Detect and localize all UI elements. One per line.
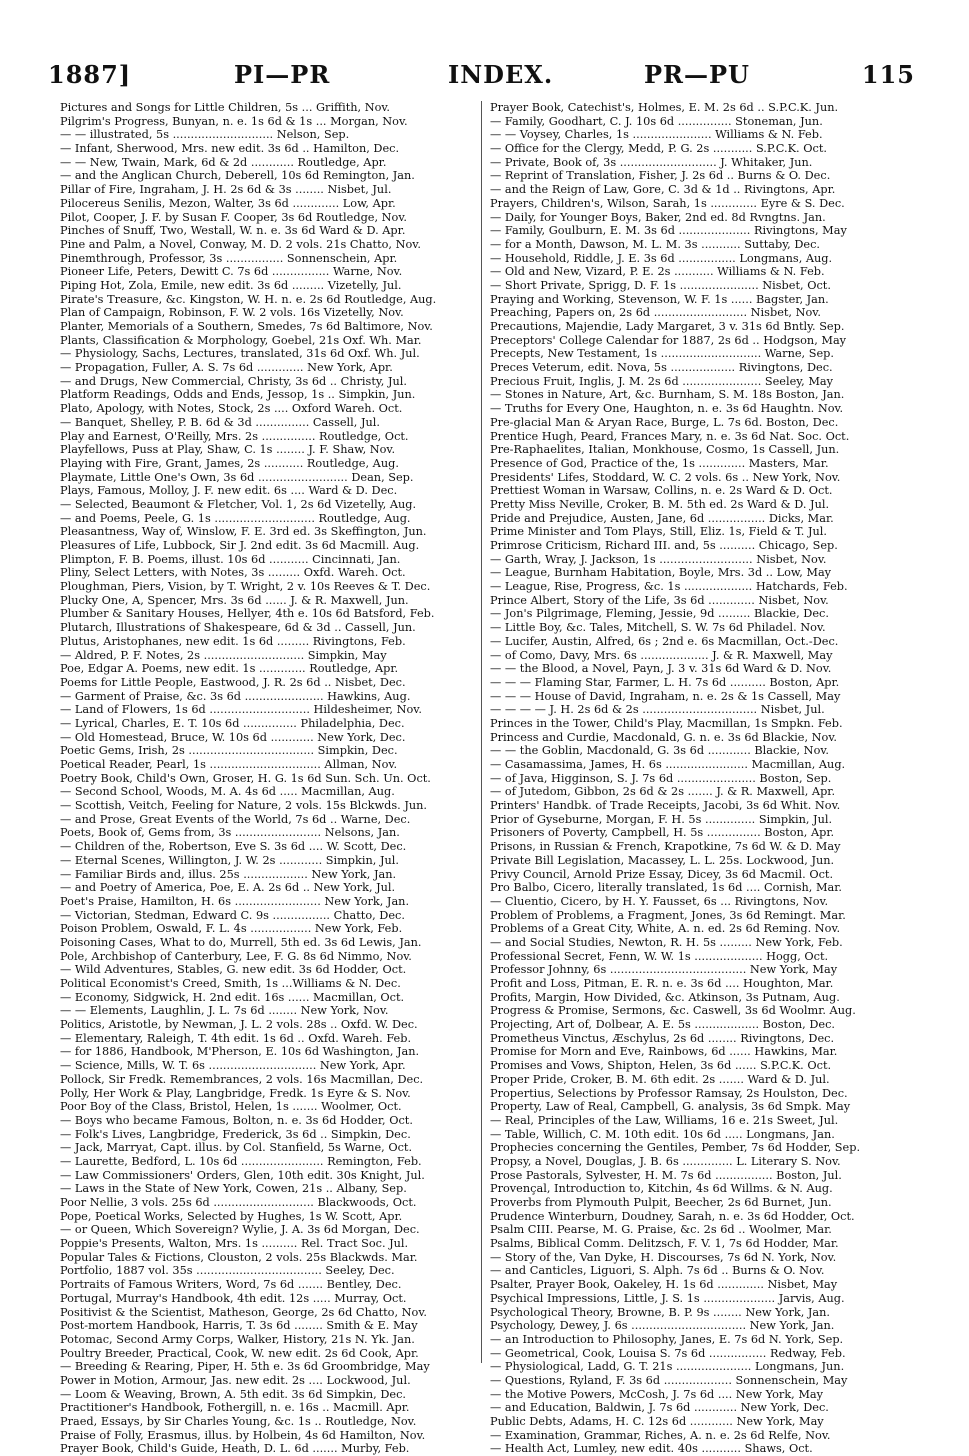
- index-entry: Praying and Working, Stevenson, W. F. 1s ...... Bagster, Jan.: [490, 292, 829, 306]
- index-entry: Pre-glacial Man & Aryan Race, Burge, L. 7s 6d. Boston, Dec.: [490, 415, 839, 429]
- page-number: 115: [861, 60, 915, 89]
- index-entry: Plants, Classification & Morphology, Goebel, 21s Oxf. Wh. Mar.: [60, 333, 422, 347]
- index-entry: Plutus, Aristophanes, new edit. 1s 6d ......... Rivingtons, Feb.: [60, 634, 406, 648]
- index-entry: Pilot, Cooper, J. F. by Susan F. Cooper, 3s 6d Routledge, Nov.: [60, 210, 407, 224]
- index-entry: Poppie's Presents, Walton, Mrs. 1s .......... Rel. Tract Soc. Jul.: [60, 1237, 409, 1251]
- index-entry: Pretty Miss Neville, Croker, B. M. 5th ed. 2s Ward & D. Jul.: [490, 497, 830, 511]
- index-entry: Proper Pride, Croker, B. M. 6th edit. 2s ....... Ward & D. Jul.: [490, 1072, 830, 1086]
- index-entry: Playing with Fire, Grant, James, 2s ........... Routledge, Aug.: [60, 456, 399, 470]
- index-entry: — of Jutedom, Gibbon, 2s 6d & 2s ....... J. & R. Maxwell, Apr.: [490, 785, 836, 799]
- index-entry: — Aldred, P. F. Notes, 2s ............................ Simpkin, May: [60, 648, 387, 662]
- index-entry: Poetry Book, Child's Own, Groser, H. G. 1s 6d Sun. Sch. Un. Oct.: [60, 771, 431, 785]
- index-entry: — and the Anglican Church, Deberell, 10s 6d Remington, Jan.: [60, 169, 415, 183]
- index-entry: Poisoning Cases, What to do, Murrell, 5th ed. 3s 6d Lewis, Jan.: [60, 935, 422, 949]
- index-entry: Profit and Loss, Pitman, E. R. n. e. 3s 6d .... Houghton, Mar.: [490, 977, 834, 990]
- index-entry: — Office for the Clergy, Medd, P. G. 2s ........... S.P.C.K. Oct.: [490, 142, 827, 156]
- index-entry: Psalms, Biblical Comm. Delitzsch, F. V. 1, 7s 6d Hodder, Mar.: [490, 1237, 839, 1251]
- index-entry: Pirate's Treasure, &c. Kingston, W. H. n. e. 2s 6d Routledge, Aug.: [60, 292, 437, 306]
- index-entry: — Casamassima, James, H. 6s ....................... Macmillan, Aug.: [490, 758, 846, 771]
- index-entry: — Breeding & Rearing, Piper, H. 5th e. 3s 6d Groombridge, May: [60, 1360, 430, 1374]
- index-entry: Pro Balbo, Cicero, literally translated, 1s 6d .... Cornish, Mar.: [490, 881, 843, 895]
- index-entry: — an Introduction to Philosophy, Janes, E. 7s 6d N. York, Sep.: [490, 1332, 844, 1346]
- page-header: [48, 60, 915, 94]
- index-entry: Professional Secret, Fenn, W. W. 1s ................... Hogg, Oct.: [490, 949, 829, 963]
- index-entry: Political Economist's Creed, Smith, 1s ...Williams & N. Dec.: [60, 977, 401, 990]
- index-entry: Positivist & the Scientist, Matheson, George, 2s 6d Chatto, Nov.: [60, 1305, 427, 1319]
- index-entry: Prometheus Vinctus, Æschylus, 2s 6d ........ Rivingtons, Dec.: [490, 1031, 835, 1045]
- index-entry: — and Drugs, New Commercial, Christy, 3s 6d .. Christy, Jul.: [60, 374, 407, 388]
- index-entry: Printers' Handbk. of Trade Receipts, Jacobi, 3s 6d Whit. Nov.: [490, 799, 841, 813]
- index-entry: Power in Motion, Armour, Jas. new edit. 2s .... Lockwood, Jul.: [60, 1373, 411, 1387]
- index-entry: Prisons, in Russian & French, Krapotkine, 7s 6d W. & D. May: [490, 840, 841, 854]
- index-entry: Preaching, Papers on, 2s 6d .......................... Nisbet, Nov.: [490, 306, 821, 320]
- index-entry: Prose Pastorals, Sylvester, H. M. 7s 6d ................ Boston, Jul.: [490, 1168, 842, 1182]
- index-entry: Problem of Problems, a Fragment, Jones, 3s 6d Remingt. Mar.: [490, 908, 846, 922]
- index-entry: — — — Flaming Star, Farmer, L. H. 7s 6d .......... Boston, Apr.: [490, 675, 840, 689]
- index-entry: Psychical Impressions, Little, J. S. 1s .................... Jarvis, Aug.: [490, 1291, 845, 1305]
- index-entry: — Jack, Marryat, Capt. illus. by Col. Stanfield, 5s Warne, Oct.: [60, 1141, 413, 1155]
- index-entry: Propsy, a Novel, Douglas, J. B. 6s .............. L. Literary S. Nov.: [490, 1154, 841, 1168]
- index-entry: Playmate, Little One's Own, 3s 6d ......................... Dean, Sep.: [60, 470, 414, 484]
- index-entry: — of Java, Higginson, S. J. 7s 6d ...................... Boston, Sep.: [490, 771, 832, 785]
- index-entry: — Physiology, Sachs, Lectures, translated, 31s 6d Oxf. Wh. Jul.: [60, 347, 420, 361]
- index-entry: Poe, Edgar A. Poems, new edit. 1s ............. Routledge, Apr.: [60, 662, 399, 676]
- index-entry: Pilgrim's Progress, Bunyan, n. e. 1s 6d & 1s ... Morgan, Nov.: [60, 114, 408, 128]
- index-entry: Problems of a Great City, White, A. n. ed. 2s 6d Reming. Nov.: [490, 922, 841, 936]
- index-entry: Pole, Archbishop of Canterbury, Lee, F. G. 8s 6d Nimmo, Nov.: [60, 949, 412, 963]
- index-entry: Promise for Morn and Eve, Rainbows, 6d ...... Hawkins, Mar.: [490, 1045, 838, 1059]
- index-entry: Prayer Book, Catechist's, Holmes, E. M. 2s 6d .. S.P.C.K. Jun.: [490, 101, 839, 114]
- header-title: INDEX.: [448, 60, 554, 89]
- index-entry: Prayer Book, Child's Guide, Heath, D. L. 6d ....... Murby, Feb.: [60, 1442, 410, 1456]
- index-entry: Psalter, Prayer Book, Oakeley, H. 1s 6d ............. Nisbet, May: [490, 1278, 838, 1292]
- index-entry: — the Motive Powers, McCosh, J. 7s 6d .... New York, May: [490, 1387, 824, 1401]
- index-entry: Pictures and Songs for Little Children, 5s ... Griffith, Nov.: [60, 101, 391, 114]
- index-entry: Precautions, Majendie, Lady Margaret, 3 v. 31s 6d Bntly. Sep.: [490, 320, 845, 333]
- index-entry: — Reprint of Translation, Fisher, J. 2s 6d .. Burns & O. Dec.: [490, 169, 831, 183]
- index-entry: Psychology, Dewey, J. 6s ................................ New York, Jan.: [490, 1319, 835, 1333]
- index-entry: Psalm CIII. Pearse, M. G. Praise, &c. 2s 6d .. Woolmer, Mar.: [490, 1223, 832, 1237]
- index-entry: Professor Johnny, 6s ...................................... New York, May: [490, 963, 838, 977]
- index-entry: Poor Boy of the Class, Bristol, Helen, 1s ....... Woolmer, Oct.: [60, 1100, 402, 1114]
- index-entry: — Victorian, Stedman, Edward C. 9s ................ Chatto, Dec.: [60, 908, 405, 922]
- index-entry: — Short Private, Sprigg, D. F. 1s ...................... Nisbet, Oct.: [490, 278, 831, 292]
- index-entry: — Stones in Nature, Art, &c. Burnham, S. M. 18s Boston, Jan.: [490, 388, 845, 402]
- index-entry: — and Poetry of America, Poe, E. A. 2s 6d .. New York, Jul.: [60, 881, 396, 895]
- index-entry: Private Bill Legislation, Macassey, L. L. 25s. Lockwood, Jun.: [490, 853, 835, 867]
- index-entry: — and Poems, Peele, G. 1s ............................ Routledge, Aug.: [60, 511, 411, 525]
- index-entry: — Story of the, Van Dyke, H. Discourses, 7s 6d N. York, Nov.: [490, 1250, 837, 1264]
- index-entry: — Science, Mills, W. T. 6s .............................. New York, Apr.: [60, 1059, 406, 1073]
- index-entry: — Familiar Birds and, illus. 25s .................. New York, Jan.: [60, 867, 397, 881]
- index-entry: — — Voysey, Charles, 1s ...................... Williams & N. Feb.: [490, 128, 823, 142]
- index-entry: — League, Burnham Habitation, Boyle, Mrs. 3d .. Low, May: [490, 566, 832, 580]
- index-entry: Pine and Palm, a Novel, Conway, M. D. 2 vols. 21s Chatto, Nov.: [60, 237, 421, 251]
- index-entry: Precious Fruit, Inglis, J. M. 2s 6d ...................... Seeley, May: [490, 374, 834, 388]
- index-entry: — Loom & Weaving, Brown, A. 5th edit. 3s 6d Simpkin, Dec.: [60, 1387, 407, 1401]
- index-entry: Portfolio, 1887 vol. 35s ................................... Seeley, Dec.: [60, 1264, 395, 1278]
- index-entry: — Examination, Grammar, Riches, A. n. e. 2s 6d Relfe, Nov.: [490, 1428, 831, 1442]
- index-entry: Pilocereus Senilis, Mezon, Walter, 3s 6d ............. Low, Apr.: [60, 196, 396, 210]
- index-entry: — — New, Twain, Mark, 6d & 2d ............ Routledge, Apr.: [60, 155, 387, 169]
- index-entry: — — illustrated, 5s ............................ Nelson, Sep.: [60, 128, 350, 142]
- index-entry: — Banquet, Shelley, P. B. 6d & 3d ............... Cassell, Jul.: [60, 415, 380, 429]
- index-entry: Pioneer Life, Peters, Dewitt C. 7s 6d ................ Warne, Nov.: [60, 265, 403, 279]
- index-entry: Plays, Famous, Molloy, J. F. new edit. 6s .... Ward & D. Dec.: [60, 484, 398, 498]
- index-entry: — Garment of Praise, &c. 3s 6d ...................... Hawkins, Aug.: [60, 689, 411, 703]
- index-entry: Play and Earnest, O'Reilly, Mrs. 2s ............... Routledge, Oct.: [60, 429, 409, 443]
- index-entry: — Physiological, Ladd, G. T. 21s ..................... Longmans, Jun.: [490, 1360, 845, 1374]
- index-entry: Portugal, Murray's Handbook, 4th edit. 12s ..... Murray, Oct.: [60, 1291, 407, 1305]
- index-entry: Prayers, Children's, Wilson, Sarah, 1s ............. Eyre & S. Dec.: [490, 196, 845, 210]
- index-entry: Portraits of Famous Writers, Word, 7s 6d ....... Bentley, Dec.: [60, 1278, 402, 1292]
- index-entry: Proverbs from Plymouth Pulpit, Beecher, 2s 6d Burnet, Jun.: [490, 1196, 832, 1209]
- index-entry: — Eternal Scenes, Willington, J. W. 2s ............ Simpkin, Jul.: [60, 853, 399, 867]
- index-entry: — Little Boy, &c. Tales, Mitchell, S. W. 7s 6d Philadel. Nov.: [490, 621, 826, 635]
- index-entry: — Laurette, Bedford, L. 10s 6d ....................... Remington, Feb.: [60, 1154, 422, 1168]
- index-entry: — Health Act, Lumley, new edit. 40s ........... Shaws, Oct.: [490, 1442, 813, 1456]
- index-entry: Prime Minister and Tom Plays, Still, Eliz. 1s, Field & T. Jul.: [490, 525, 827, 539]
- index-entry: — and the Reign of Law, Gore, C. 3d & 1d .. Rivingtons, Apr.: [490, 183, 836, 197]
- index-entry: Poems for Little People, Eastwood, J. R. 2s 6d .. Nisbet, Dec.: [60, 675, 406, 689]
- index-entry: Pinemthrough, Professor, 3s ................ Sonnenschein, Apr.: [60, 251, 398, 265]
- index-entry: — — the Blood, a Novel, Payn, J. 3 v. 31s 6d Ward & D. Nov.: [490, 662, 832, 676]
- index-entry: Plucky One, A, Spencer, Mrs. 3s 6d ...... J. & R. Maxwell, Jun.: [60, 593, 409, 607]
- index-entry: — Laws in the State of New York, Cowen, 21s .. Albany, Sep.: [60, 1182, 407, 1196]
- index-entry: Primrose Criticism, Richard III. and, 5s .......... Chicago, Sep.: [490, 539, 838, 552]
- index-entry: — Propagation, Fuller, A. S. 7s 6d ............. New York, Apr.: [60, 361, 393, 375]
- index-entry: — Daily, for Younger Boys, Baker, 2nd ed. 8d Rvngtns. Jan.: [490, 210, 826, 224]
- index-entry: Privy Council, Arnold Prize Essay, Dicey, 3s 6d Macmil. Oct.: [490, 867, 834, 881]
- index-entry: Pliny, Select Letters, with Notes, 3s ......... Oxfd. Wareh. Oct.: [60, 566, 406, 580]
- index-entry: — Private, Book of, 3s ........................... J. Whitaker, Jun.: [490, 155, 813, 169]
- index-entry: Prentice Hugh, Peard, Frances Mary, n. e. 3s 6d Nat. Soc. Oct.: [490, 429, 850, 443]
- index-entry: — Old and New, Vizard, P. E. 2s ........... Williams & N. Feb.: [490, 265, 825, 279]
- index-entry: — — Elements, Laughlin, J. L. 7s 6d ........ New York, Nov.: [60, 1004, 389, 1018]
- index-entry: — Children of the, Robertson, Eve S. 3s 6d .... W. Scott, Dec.: [60, 840, 407, 854]
- index-entry: Plato, Apology, with Notes, Stock, 2s .... Oxford Wareh. Oct.: [60, 402, 403, 416]
- index-entry: Prior of Gyseburne, Morgan, F. H. 5s .............. Simpkin, Jul.: [490, 812, 833, 826]
- index-entry: Pollock, Sir Fredk. Remembrances, 2 vols. 16s Macmillan, Dec.: [60, 1072, 424, 1086]
- index-entry: — Geometrical, Cook, Louisa S. 7s 6d ................ Redway, Feb.: [490, 1346, 846, 1360]
- index-entry: — or Queen, Which Sovereign? Wylie, J. A. 3s 6d Morgan, Dec.: [60, 1223, 420, 1237]
- index-entry: — Garth, Wray, J. Jackson, 1s .......................... Nisbet, Nov.: [490, 552, 827, 566]
- index-entry: — Truths for Every One, Haughton, n. e. 3s 6d Haughtn. Nov.: [490, 402, 844, 416]
- index-entry: Ploughman, Piers, Vision, by T. Wright, 2 v. 10s Reeves & T. Dec.: [60, 580, 431, 594]
- index-entry: — Infant, Sherwood, Mrs. new edit. 3s 6d .. Hamilton, Dec.: [60, 142, 400, 156]
- index-entry: Plan of Campaign, Robinson, F. W. 2 vols. 16s Vizetelly, Nov.: [60, 306, 404, 320]
- index-entry: Pinches of Snuff, Two, Westall, W. n. e. 3s 6d Ward & D. Apr.: [60, 224, 406, 238]
- index-entry: — and Prose, Great Events of the World, 7s 6d .. Warne, Dec.: [60, 812, 411, 826]
- index-entry: Promises and Vows, Shipton, Helen, 3s 6d ...... S.P.C.K. Oct.: [490, 1059, 832, 1073]
- index-entry: — — — House of David, Ingraham, n. e. 2s & 1s Cassell, May: [490, 689, 841, 703]
- index-entry: — Selected, Beaumont & Fletcher, Vol. 1, 2s 6d Vizetelly, Aug.: [60, 497, 417, 511]
- index-entry: Pleasantness, Way of, Winslow, F. E. 3rd ed. 3s Skeffington, Jun.: [60, 525, 427, 539]
- index-entry: — Land of Flowers, 1s 6d ............................ Hildesheimer, Nov.: [60, 703, 422, 717]
- index-entry: Post-mortem Handbook, Harris, T. 3s 6d ........ Smith & E. May: [60, 1319, 418, 1333]
- index-entry: Poets, Book of, Gems from, 3s ........................ Nelsons, Jan.: [60, 826, 400, 840]
- index-entry: Popular Tales & Fictions, Clouston, 2 vols. 25s Blackwds. Mar.: [60, 1250, 418, 1264]
- index-entry: — Lyrical, Charles, E. T. 10s 6d ............... Philadelphia, Dec.: [60, 716, 405, 730]
- index-entry: — Economy, Sidgwick, H. 2nd edit. 16s ...... Macmillan, Oct.: [60, 990, 405, 1004]
- index-entry: Propertius, Selections by Professor Ramsay, 2s Houlston, Dec.: [490, 1086, 848, 1100]
- header-right-range: PR—PU: [644, 60, 750, 89]
- index-entry: Prisoners of Poverty, Campbell, H. 5s ............... Boston, Apr.: [490, 826, 835, 840]
- index-entry: — League, Rise, Progress, &c. 1s ................... Hatchards, Feb.: [490, 580, 848, 594]
- index-entry: Piping Hot, Zola, Emile, new edit. 3s 6d ......... Vizetelly, Jul.: [60, 278, 402, 292]
- index-entry: Property, Law of Real, Campbell, G. analysis, 3s 6d Smpk. May: [490, 1100, 851, 1114]
- index-entry: — Lucifer, Austin, Alfred, 6s ; 2nd e. 6s Macmillan, Oct.-Dec.: [490, 634, 839, 648]
- index-entry: Poet's Praise, Hamilton, H. 6s ........................ New York, Jan.: [60, 894, 410, 908]
- index-entry: Pillar of Fire, Ingraham, J. H. 2s 6d & 3s ........ Nisbet, Jul.: [60, 183, 392, 197]
- index-entry: — Law Commissioners' Orders, Glen, 10th edit. 30s Knight, Jul.: [60, 1168, 425, 1182]
- index-entry: Psychological Theory, Browne, B. P. 9s ........ New York, Jan.: [490, 1305, 831, 1319]
- index-entry: — Household, Riddle, J. E. 3s 6d ................ Longmans, Aug.: [490, 251, 833, 265]
- index-entry: — Real, Principles of the Law, Williams, 16 e. 21s Sweet, Jul.: [490, 1113, 839, 1127]
- index-entry: Prudence Winterburn, Doudney, Sarah, n. e. 3s 6d Hodder, Oct.: [490, 1209, 855, 1223]
- index-entry: — and Canticles, Liguori, S. Alph. 7s 6d .. Burns & O. Nov.: [490, 1264, 825, 1278]
- left-column: [60, 101, 472, 1456]
- index-entry: — Questions, Ryland, F. 3s 6d ................... Sonnenschein, May: [490, 1373, 848, 1387]
- index-entry: — Second School, Woods, M. A. 4s 6d ..... Macmillan, Aug.: [60, 785, 395, 799]
- index-entry: — Family, Goodhart, C. J. 10s 6d ............... Stoneman, Jun.: [490, 114, 823, 128]
- index-entry: — Scottish, Veitch, Feeling for Nature, 2 vols. 15s Blckwds. Jun.: [60, 799, 427, 813]
- index-entry: Preceptors' College Calendar for 1887, 2s 6d .. Hodgson, May: [490, 333, 847, 347]
- index-entry: Prettiest Woman in Warsaw, Collins, n. e. 2s Ward & D. Oct.: [490, 484, 833, 498]
- index-entry: — of Como, Davy, Mrs. 6s ................... J. & R. Maxwell, May: [490, 648, 833, 662]
- index-entry: Prince Albert, Story of the Life, 3s 6d ............. Nisbet, Nov.: [490, 593, 829, 607]
- index-entry: — Folk's Lives, Langbridge, Frederick, 3s 6d .. Simpkin, Dec.: [60, 1127, 411, 1141]
- index-entry: — Table, Willich, C. M. 10th edit. 10s 6d ..... Longmans, Jan.: [490, 1127, 835, 1141]
- index-entry: — Family, Goulburn, E. M. 3s 6d .................... Rivingtons, May: [490, 224, 847, 238]
- index-entry: Potomac, Second Army Corps, Walker, History, 21s N. Yk. Jan.: [60, 1332, 415, 1346]
- index-entry: Public Debts, Adams, H. C. 12s 6d ............ New York, May: [490, 1415, 824, 1428]
- index-entry: Polly, Her Work & Play, Langbridge, Fredk. 1s Eyre & S. Nov.: [60, 1086, 411, 1100]
- index-entry: — Wild Adventures, Stables, G. new edit. 3s 6d Hodder, Oct.: [60, 963, 407, 977]
- index-entry: — for 1886, Handbook, M'Pherson, E. 10s 6d Washington, Jan.: [60, 1045, 420, 1059]
- index-entry: Preces Veterum, edit. Nova, 5s .................. Rivingtons, Dec.: [490, 361, 833, 375]
- index-entry: Poison Problem, Oswald, F. L. 4s ................. New York, Feb.: [60, 922, 403, 936]
- index-entry: Platform Readings, Odds and Ends, Jessop, 1s .. Simpkin, Jun.: [60, 388, 416, 402]
- index-entry: — — — — J. H. 2s 6d & 2s ................................ Nisbet, Jul.: [490, 703, 825, 717]
- index-entry: Planter, Memorials of a Southern, Smedes, 7s 6d Baltimore, Nov.: [60, 320, 433, 333]
- index-entry: Pre-Raphaelites, Italian, Monkhouse, Cosmo, 1s Cassell, Jun.: [490, 443, 840, 457]
- index-entry: Pope, Poetical Works, Selected by Hughes, 1s W. Scott, Apr.: [60, 1209, 403, 1223]
- index-entry: Plutarch, Illustrations of Shakespeare, 6d & 3d .. Cassell, Jun.: [60, 621, 416, 635]
- index-entry: Poultry Breeder, Practical, Cook, W. new edit. 2s 6d Cook, Apr.: [60, 1346, 419, 1360]
- index-entry: — Boys who became Famous, Bolton, n. e. 3s 6d Hodder, Oct.: [60, 1113, 413, 1127]
- index-entry: Projecting, Art of, Dolbear, A. E. 5s .................. Boston, Dec.: [490, 1018, 836, 1032]
- index-entry: — Cluentio, Cicero, by H. Y. Fausset, 6s ... Rivingtons, Nov.: [490, 894, 829, 908]
- index-entry: Pride and Prejudice, Austen, Jane, 6d ................ Dicks, Mar.: [490, 511, 834, 525]
- index-entry: Politics, Aristotle, by Newman, J. L. 2 vols. 28s .. Oxfd. W. Dec.: [60, 1018, 418, 1032]
- index-entry: — — the Goblin, Macdonald, G. 3s 6d ............ Blackie, Nov.: [490, 744, 829, 758]
- index-entry: Praise of Folly, Erasmus, illus. by Holbein, 4s 6d Hamilton, Nov.: [60, 1428, 426, 1442]
- index-entry: Poetical Reader, Pearl, 1s ............................... Allman, Nov.: [60, 758, 398, 771]
- index-entry: Poetic Gems, Irish, 2s ................................... Simpkin, Dec.: [60, 744, 398, 758]
- index-entry: Princess and Curdie, Macdonald, G. n. e. 3s 6d Blackie, Nov.: [490, 730, 837, 744]
- index-entry: Progress & Promise, Sermons, &c. Caswell, 3s 6d Woolmr. Aug.: [490, 1004, 856, 1018]
- index-entry: Plimpton, F. B. Poems, illust. 10s 6d ........... Cincinnati, Jan.: [60, 552, 401, 566]
- index-entry: Poor Nellie, 3 vols. 25s 6d ............................ Blackwoods, Oct.: [60, 1196, 417, 1209]
- header-year: 1887]: [48, 60, 132, 89]
- index-entry: Plumber & Sanitary Houses, Hellyer, 4th e. 10s 6d Batsford, Feb.: [60, 607, 435, 621]
- index-entry: — and Education, Baldwin, J. 7s 6d ............ New York, Dec.: [490, 1401, 829, 1415]
- index-entry: Presidents' Lifes, Stoddard, W. C. 2 vols. 6s .. New York, Nov.: [490, 470, 841, 484]
- header-left-range: PI—PR: [234, 60, 331, 89]
- index-entry: — Elementary, Raleigh, T. 4th edit. 1s 6d .. Oxfd. Wareh. Feb.: [60, 1031, 412, 1045]
- index-entry: Praed, Essays, by Sir Charles Young, &c. 1s .. Routledge, Nov.: [60, 1415, 417, 1428]
- index-entry: — Old Homestead, Bruce, W. 10s 6d ............ New York, Dec.: [60, 730, 406, 744]
- index-entry: — for a Month, Dawson, M. L. M. 3s ........... Suttaby, Dec.: [490, 237, 820, 251]
- right-column: [490, 101, 902, 1456]
- index-entry: — Jon's Pilgrimage, Fleming, Jessie, 9d ......... Blackie, Dec.: [490, 607, 829, 621]
- index-entry: — and Social Studies, Newton, R. H. 5s ......... New York, Feb.: [490, 935, 843, 949]
- index-entry: Provençal, Introduction to, Kitchin, 4s 6d Willms. & N. Aug.: [490, 1182, 833, 1196]
- index-entry: Playfellows, Puss at Play, Shaw, C. 1s ........ J. F. Shaw, Nov.: [60, 443, 396, 457]
- index-entry: Precepts, New Testament, 1s ............................ Warne, Sep.: [490, 347, 834, 361]
- index-entry: Presence of God, Practice of the, 1s ............. Masters, Mar.: [490, 456, 829, 470]
- index-entry: Practitioner's Handbook, Fothergill, n. e. 16s .. Macmill. Apr.: [60, 1401, 410, 1415]
- index-entry: Profits, Margin, How Divided, &c. Atkinson, 3s Putnam, Aug.: [490, 990, 840, 1004]
- index-entry: Princes in the Tower, Child's Play, Macmillan, 1s Smpkn. Feb.: [490, 716, 843, 730]
- column-divider: [481, 101, 482, 1363]
- index-entry: Pleasures of Life, Lubbock, Sir J. 2nd edit. 3s 6d Macmill. Aug.: [60, 539, 420, 552]
- index-entry: Prophecies concerning the Gentiles, Pember, 7s 6d Hodder, Sep.: [490, 1141, 861, 1155]
